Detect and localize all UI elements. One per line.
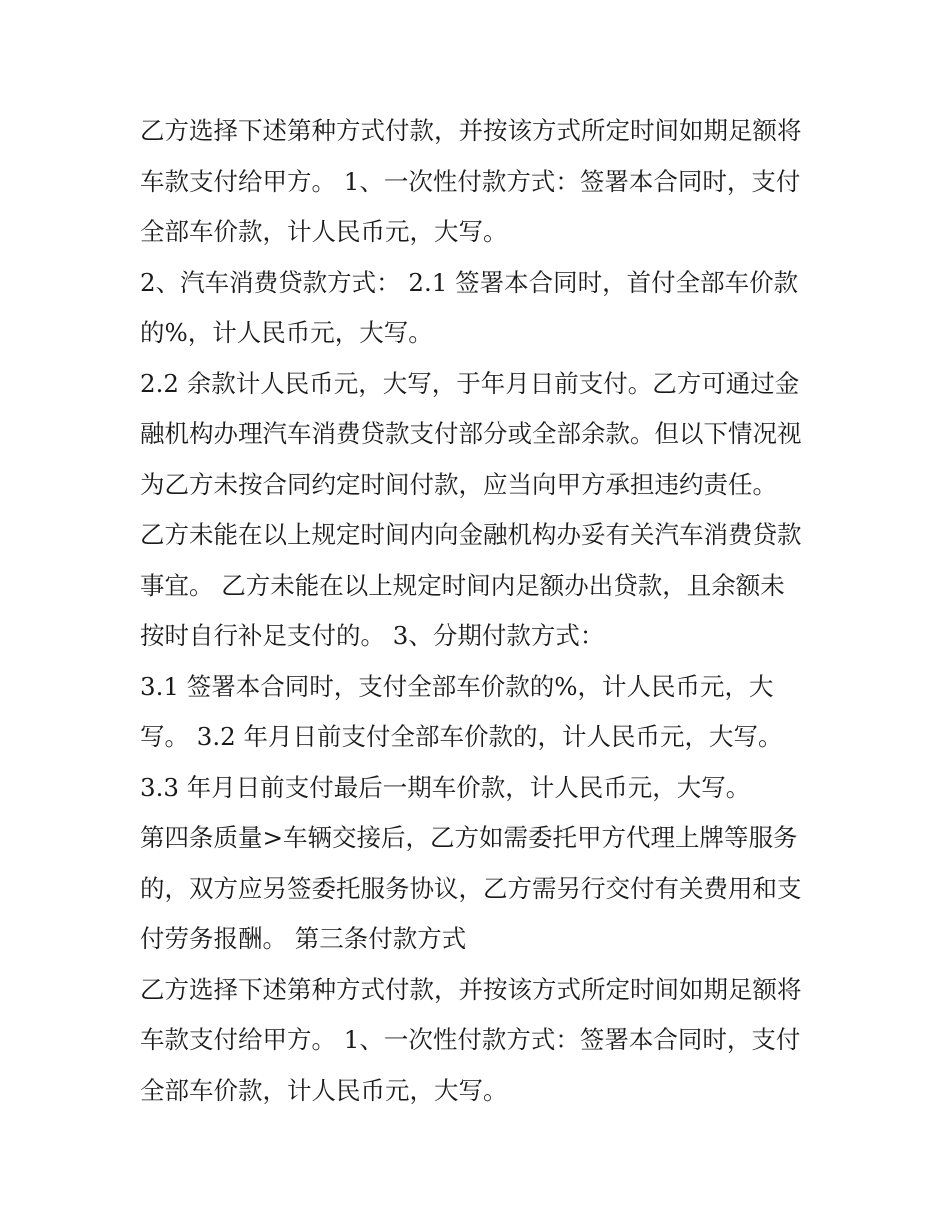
document-body	[140, 106, 820, 1116]
paragraph-line: 的，双方应另签委托服务协议，乙方需另行交付有关费用和支	[140, 873, 802, 903]
paragraph-line: 2、汽车消费贷款方式： 2.1 签署本合同时，首付全部车价款	[140, 267, 799, 297]
document-paragraph	[140, 258, 820, 359]
paragraph-line: 车款支付给甲方。 1、一次性付款方式：签署本合同时，支付	[140, 1025, 801, 1054]
paragraph-line: 第四条质量>车辆交接后，乙方如需委托甲方代理上牌等服务	[140, 823, 798, 852]
document-paragraph	[140, 763, 820, 814]
paragraph-line: 按时自行补足支付的。 3、分期付款方式：	[140, 621, 605, 650]
paragraph-line: 车款支付给甲方。 1、一次性付款方式：签署本合同时，支付	[140, 166, 801, 196]
paragraph-line: 乙方未能在以上规定时间内向金融机构办妥有关汽车消费贷款	[140, 520, 802, 549]
paragraph-line: 融机构办理汽车消费贷款支付部分或全部余款。但以下情况视	[140, 419, 802, 448]
paragraph-line: 全部车价款，计人民币元，大写。	[140, 217, 508, 246]
document-paragraph	[140, 359, 820, 511]
document-paragraph	[140, 813, 820, 965]
paragraph-line: 乙方选择下述第种方式付款，并按该方式所定时间如期足额将	[140, 116, 802, 145]
paragraph-line: 全部车价款，计人民币元，大写。	[140, 1075, 508, 1105]
document-paragraph	[140, 510, 820, 662]
paragraph-line: 写。 3.2 年月日前支付全部车价款的，计人民币元，大写。	[140, 722, 783, 751]
paragraph-line: 的%，计人民币元，大写。	[140, 318, 433, 347]
paragraph-line: 3.3 年月日前支付最后一期车价款，计人民币元，大写。	[140, 772, 751, 802]
document-paragraph	[140, 106, 820, 258]
paragraph-line: 3.1 签署本合同时，支付全部车价款的%，计人民币元，大	[140, 671, 774, 701]
paragraph-line: 事宜。 乙方未能在以上规定时间内足额办出贷款，且余额未	[140, 570, 785, 600]
paragraph-line: 为乙方未按合同约定时间付款，应当向甲方承担违约责任。	[140, 469, 777, 499]
paragraph-line: 付劳务报酬。 第三条付款方式	[140, 924, 467, 953]
document-paragraph	[140, 965, 820, 1117]
paragraph-line: 乙方选择下述第种方式付款，并按该方式所定时间如期足额将	[140, 974, 802, 1004]
document-paragraph	[140, 662, 820, 763]
paragraph-line: 2.2 余款计人民币元，大写，于年月日前支付。乙方可通过金	[140, 368, 800, 398]
